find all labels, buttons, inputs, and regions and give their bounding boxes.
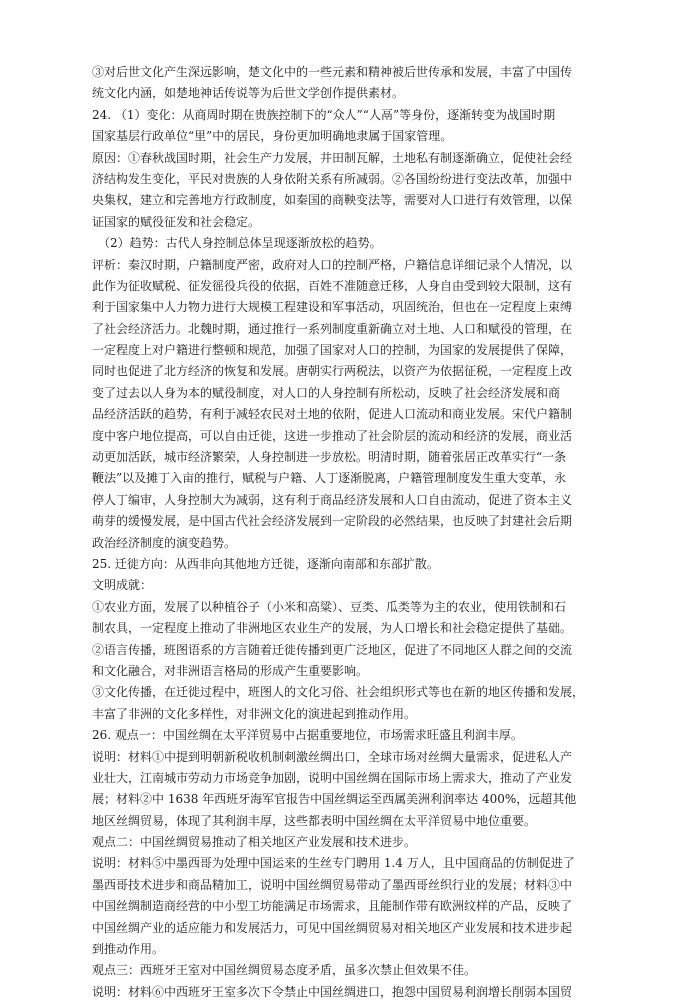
text-line: 原因：①春秋战国时期，社会生产力发展，井田制瓦解，土地私有制逐渐确立，促使社会经 — [92, 150, 573, 165]
text-line: 和文化融合，对非洲语言格局的形成产生重要影响。 — [92, 663, 369, 678]
text-line: 证国家的赋役征发和社会稳定。 — [92, 214, 261, 229]
text-line: 展；材料②中 1638 年西班牙海军官报告中国丝绸运至西属美洲利润率达 400%，远超其他 — [92, 792, 577, 807]
text-line: 墨西哥技术进步和商品精加工，说明中国丝绸贸易带动了墨西哥丝织行业的发展；材料③中 — [92, 877, 573, 892]
text-line: 26. 观点一：中国丝绸在太平洋贸易中占据重要地位，市场需求旺盛且利润丰厚。 — [92, 728, 523, 743]
text-line: 了社会经济活力。北魏时期，通过推行一系列制度重新确立对土地、人口和赋役的管理，在 — [92, 321, 573, 336]
text-line: 业壮大，江南城市劳动力市场竞争加剧，说明中国丝绸在国际市场上需求大，推动了产业发 — [92, 770, 573, 785]
text-line: 说明：材料①中提到明朝新税收机制刺激丝绸出口，全球市场对丝绸大量需求，促进私人产 — [92, 749, 573, 764]
text-line: 鞭法”以及摊丁入亩的推行，赋税与户籍、人丁逐渐脱离，户籍管理制度发生重大变革，永 — [92, 471, 567, 486]
text-line: 到推动作用。 — [92, 942, 165, 957]
text-line: 说明：材料⑥中西班牙王室多次下令禁止中国丝绸进口，抱怨中国贸易利润增长削弱本国贸 — [92, 984, 573, 999]
text-line: 制农具，一定程度上推动了非洲地区农业生产的发展，为人口增长和社会稳定提供了基础。 — [92, 621, 573, 636]
text-line: 25. 迁徙方向：从西非向其他地方迁徙，逐渐向南部和东部扩散。 — [92, 556, 439, 571]
text-line: 说明：材料⑤中墨西哥为处理中国运来的生丝专门聘用 1.4 万人，且中国商品的仿制促进了 — [92, 856, 575, 871]
text-line: 文明成就： — [92, 578, 153, 593]
text-line: 地区丝绸贸易，体现了其利润丰厚，这些都表明中国丝绸在太平洋贸易中地位重要。 — [92, 813, 537, 828]
text-line: 统文化内涵，如楚地神话传说等为后世文学创作提供素材。 — [92, 86, 405, 101]
text-line: 动更加活跃，城市经济繁荣，人身控制进一步放松。明清时期，随着张居正改革实行“一条 — [92, 450, 567, 465]
text-line: 中国丝绸产业的适应能力和发展活力，可见中国丝绸贸易对相关地区产业发展和技术进步起 — [92, 920, 573, 935]
text-line: 停人丁编审，人身控制大为减弱，这有利于商品经济发展和人口自由流动，促进了资本主义 — [92, 492, 573, 507]
text-line: 济结构发生变化，平民对贵族的人身依附关系有所减弱。②各国纷纷进行变法改革，加强中 — [92, 171, 573, 186]
text-line: 中国丝绸制造商经营的中小型工坊能满足市场需求，且能制作带有欧洲纹样的产品，反映了 — [92, 899, 573, 914]
text-line: 丰富了非洲的文化多样性，对非洲文化的演进起到推动作用。 — [92, 706, 417, 721]
text-line: ③文化传播，在迁徙过程中，班图人的文化习俗、社会组织形式等也在新的地区传播和发展， — [92, 685, 585, 700]
text-line: 观点二：中国丝绸贸易推动了相关地区产业发展和技术进步。 — [92, 835, 417, 850]
text-line: 一定程度上对户籍进行整顿和规范，加强了国家对人口的控制，为国家的发展提供了保障， — [92, 343, 573, 358]
text-line: 24. （1）变化：从商周时期在贵族控制下的“众人”“人鬲”等身份，逐渐转变为战国时期 — [92, 107, 556, 122]
text-line: （2）趋势：古代人身控制总体呈现逐渐放松的趋势。 — [98, 236, 382, 251]
text-line: 度中客户地位提高，可以自由迁徙，这进一步推动了社会阶层的流动和经济的发展，商业活 — [92, 428, 573, 443]
answer-page — [92, 62, 604, 1003]
text-line: 萌芽的缓慢发展，是中国古代社会经济发展到一定阶段的必然结果，也反映了封建社会后期 — [92, 514, 573, 529]
text-line: 利于国家集中人力物力进行大规模工程建设和军事活动，巩固统治，但也在一定程度上束缚 — [92, 300, 573, 315]
text-line: ②语言传播，班图语系的方言随着迁徙传播到更广泛地区，促进了不同地区人群之间的交流 — [92, 642, 573, 657]
text-line: ①农业方面，发展了以种植谷子（小米和高粱）、豆类、瓜类等为主的农业，使用铁制和石 — [92, 599, 567, 614]
text-line: 观点三：西班牙王室对中国丝绸贸易态度矛盾，虽多次禁止但效果不佳。 — [92, 963, 477, 978]
text-line: 此作为征收赋税、征发徭役兵役的依据，百姓不准随意迁移，人身自由受到较大限制，这有 — [92, 278, 573, 293]
text-line: ③对后世文化产生深远影响，楚文化中的一些元素和精神被后世传承和发展，丰富了中国传 — [92, 65, 573, 79]
text-line: 评析：秦汉时期，户籍制度严密，政府对人口的控制严格，户籍信息详细记录个人情况，以 — [92, 257, 573, 272]
text-line: 国家基层行政单位“里”中的居民，身份更加明确地隶属于国家管理。 — [92, 129, 453, 144]
text-line: 央集权，建立和完善地方行政制度，如秦国的商鞅变法等，需要对人口进行有效管理，以保 — [92, 193, 573, 208]
text-line: 同时也促进了北方经济的恢复和发展。唐朝实行两税法，以资产为依据征税，一定程度上改 — [92, 364, 573, 379]
text-line: 品经济活跃的趋势，有利于减轻农民对土地的依附，促进人口流动和商业发展。宋代户籍制 — [92, 407, 573, 422]
text-line: 政治经济制度的演变趋势。 — [92, 535, 237, 550]
text-line: 变了过去以人身为本的赋役制度，对人口的人身控制有所松动，反映了社会经济发展和商 — [92, 385, 561, 400]
